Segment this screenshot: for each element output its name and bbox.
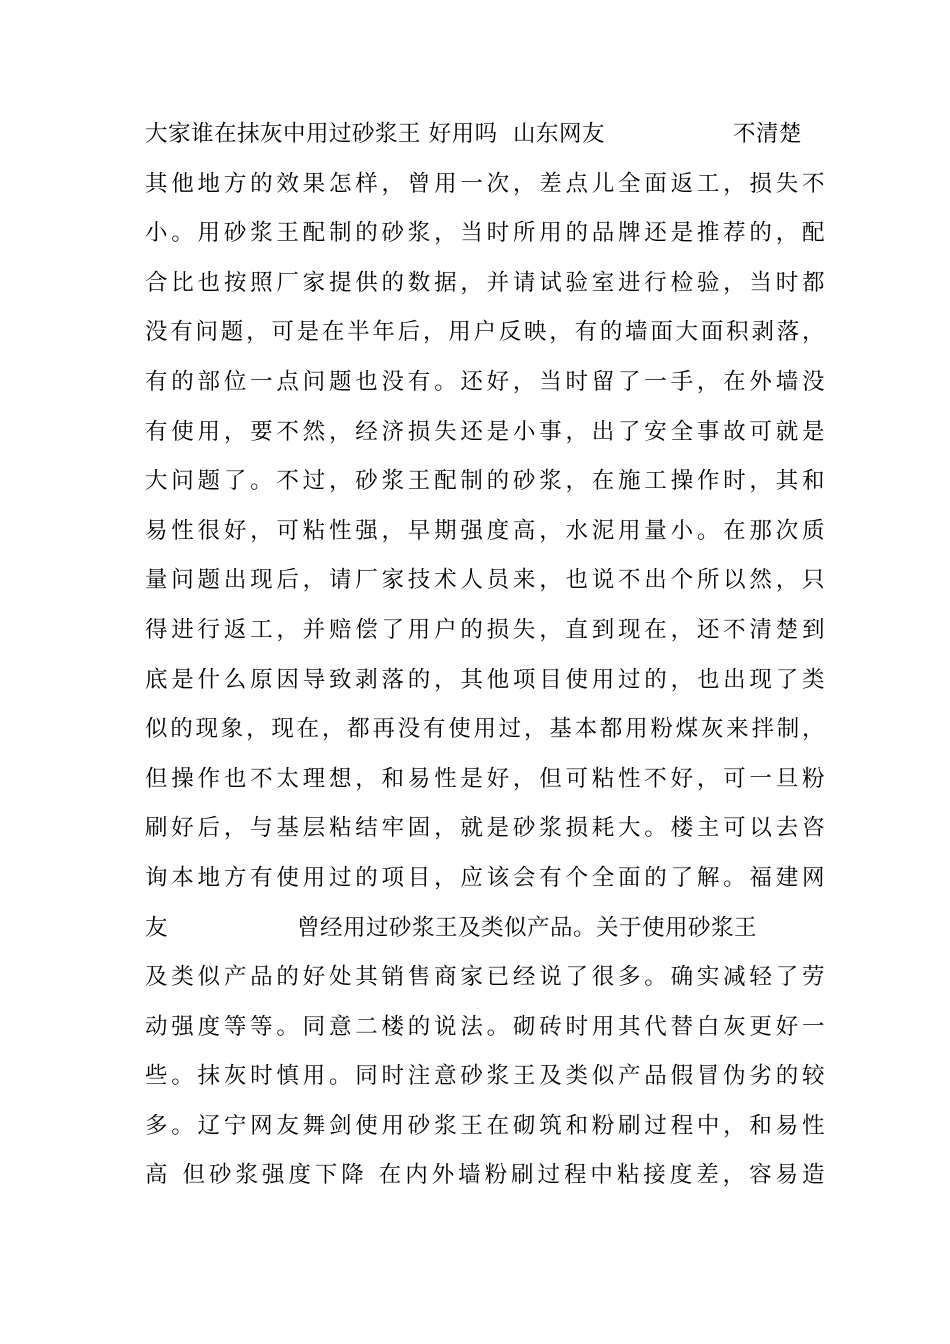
text-line-start: 大家谁在抹灰中用过砂浆王 好用吗 山东网友 — [145, 121, 605, 147]
text-line: 量问题出现后，请厂家技术人员来，也说不出个所以然，只 — [145, 567, 825, 594]
text-line: 但操作也不太理想，和易性是好，但可粘性不好，可一旦粉 — [145, 765, 825, 792]
text-line: 易性很好，可粘性强，早期强度高，水泥用量小。在那次质 — [145, 517, 825, 544]
text-line: 大问题了。不过，砂浆王配制的砂浆，在施工操作时，其和 — [145, 468, 825, 495]
text-line: 高 但砂浆强度下降 在内外墙粉刷过程中粘接度差，容易造 — [145, 1162, 825, 1189]
text-line: 刷好后，与基层粘结牢固，就是砂浆损耗大。楼主可以去咨 — [145, 815, 825, 842]
text-line-end: 不清楚 — [733, 121, 803, 147]
text-line: 多。辽宁网友舞剑使用砂浆王在砌筑和粉刷过程中，和易性 — [145, 1112, 825, 1139]
text-line-end: 曾经用过砂浆王及类似产品。关于使用砂浆王 — [297, 914, 758, 941]
text-line-start: 友 — [145, 914, 169, 941]
text-line — [145, 110, 825, 160]
text-line — [145, 904, 825, 954]
body-text — [145, 110, 825, 1201]
text-line: 没有问题，可是在半年后，用户反映，有的墙面大面积剥落， — [145, 319, 825, 346]
text-line: 得进行返工，并赔偿了用户的损失，直到现在，还不清楚到 — [145, 616, 825, 643]
text-line: 有的部位一点问题也没有。还好，当时留了一手，在外墙没 — [145, 368, 825, 395]
text-line: 底是什么原因导致剥落的，其他项目使用过的，也出现了类 — [145, 666, 825, 693]
text-line: 有使用，要不然，经济损失还是小事，出了安全事故可就是 — [145, 418, 825, 445]
text-line: 合比也按照厂家提供的数据，并请试验室进行检验，当时都 — [145, 269, 825, 296]
text-line: 询本地方有使用过的项目，应该会有个全面的了解。福建网 — [145, 864, 825, 891]
text-line: 及类似产品的好处其销售商家已经说了很多。确实减轻了劳 — [145, 964, 825, 991]
text-line: 似的现象，现在，都再没有使用过，基本都用粉煤灰来拌制， — [145, 716, 825, 743]
text-line: 小。用砂浆王配制的砂浆，当时所用的品牌还是推荐的，配 — [145, 220, 825, 247]
text-line: 些。抹灰时慎用。同时注意砂浆王及类似产品假冒伪劣的较 — [145, 1063, 825, 1090]
text-line: 动强度等等。同意二楼的说法。砌砖时用其代替白灰更好一 — [145, 1013, 825, 1040]
text-line: 其他地方的效果怎样，曾用一次，差点儿全面返工，损失不 — [145, 170, 825, 197]
